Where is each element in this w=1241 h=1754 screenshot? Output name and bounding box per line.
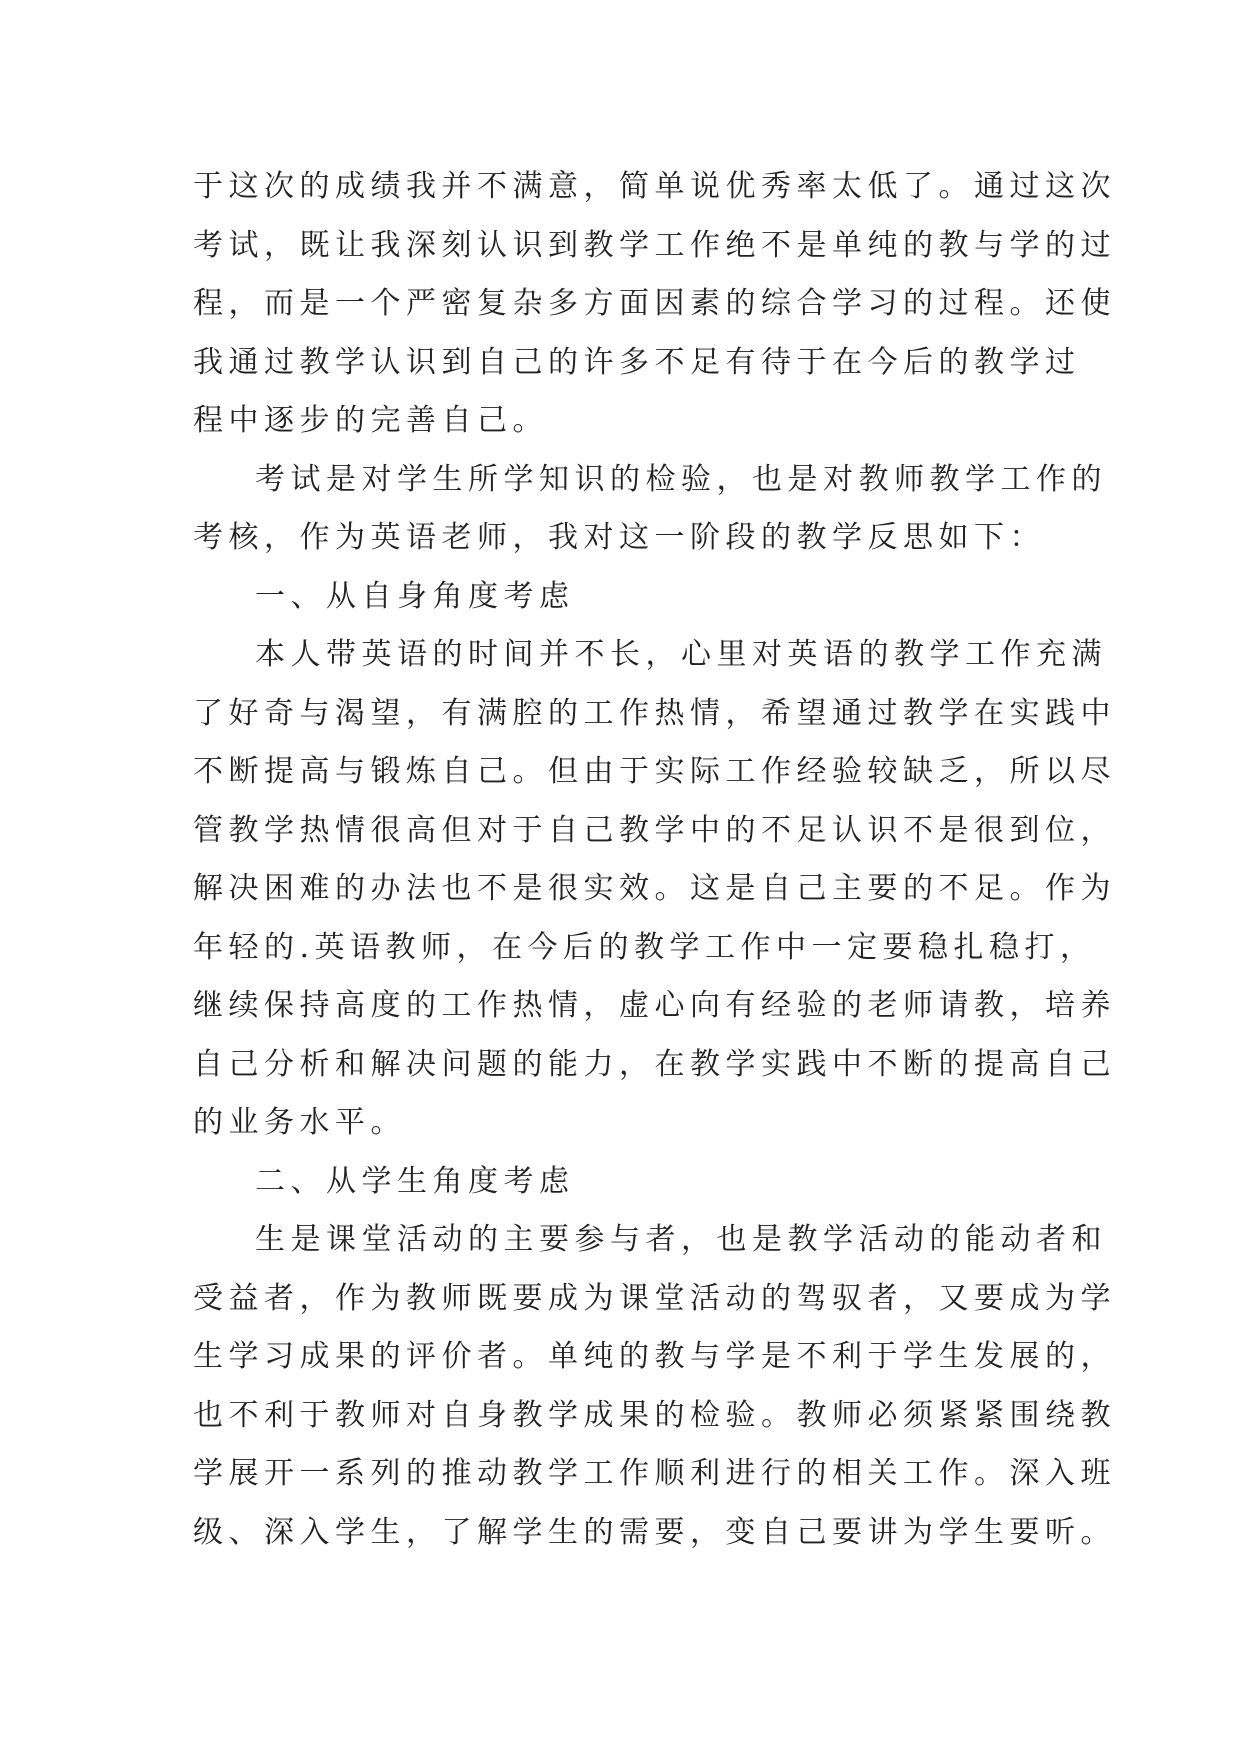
text-line: 学展开一系列的推动教学工作顺利进行的相关工作。深入班 (193, 1456, 1116, 1491)
text-line: 考试，既让我深刻认识到教学工作绝不是单纯的教与学的过 (193, 227, 1116, 263)
text-line: 的业务水平。 (193, 1105, 406, 1140)
text-line: 生学习成果的评价者。单纯的教与学是不利于学生发展的， (193, 1339, 1116, 1374)
text-line: 继续保持高度的工作热情，虚心向有经验的老师请教，培养 (193, 988, 1116, 1023)
text-line: 程，而是一个严密复杂多方面因素的综合学习的过程。还使 (193, 286, 1116, 321)
text-line: 于这次的成绩我并不满意，简单说优秀率太低了。通过这次 (193, 169, 1116, 204)
text-line: 了好奇与渴望，有满腔的工作热情，希望通过教学在实践中 (193, 695, 1116, 731)
text-line: 考试是对学生所学知识的检验，也是对教师教学工作的 (255, 461, 1107, 497)
text-line: 我通过教学认识到自己的许多不足有待于在今后的教学过 (193, 344, 1081, 380)
text-line: 生是课堂活动的主要参与者，也是教学活动的能动者和 (255, 1222, 1107, 1257)
text-line: 管教学热情很高但对于自己教学中的不足认识不是很到位， (193, 812, 1116, 848)
text-line: 不断提高与锻炼自己。但由于实际工作经验较缺乏，所以尽 (193, 754, 1116, 789)
text-line: 年轻的.英语教师，在今后的教学工作中一定要稳扎稳打， (193, 929, 1096, 965)
text-line: 解决困难的办法也不是很实效。这是自己主要的不足。作为 (193, 871, 1116, 906)
text-line: 二、从学生角度考虑 (255, 1163, 575, 1199)
text-line: 自己分析和解决问题的能力，在教学实践中不断的提高自己 (193, 1046, 1116, 1082)
text-line: 程中逐步的完善自己。 (193, 403, 548, 438)
text-line: 受益者，作为教师既要成为课堂活动的驾驭者，又要成为学 (193, 1280, 1116, 1316)
text-line: 考核，作为英语老师，我对这一阶段的教学反思如下： (193, 520, 1045, 555)
text-line: 本人带英语的时间并不长，心里对英语的教学工作充满 (255, 637, 1107, 672)
document-body (193, 158, 1116, 1562)
text-line: 级、深入学生，了解学生的需要，变自己要讲为学生要听。 (193, 1514, 1116, 1550)
text-line: 也不利于教师对自身教学成果的检验。教师必须紧紧围绕教 (193, 1397, 1116, 1433)
text-line: 一、从自身角度考虑 (255, 578, 575, 614)
